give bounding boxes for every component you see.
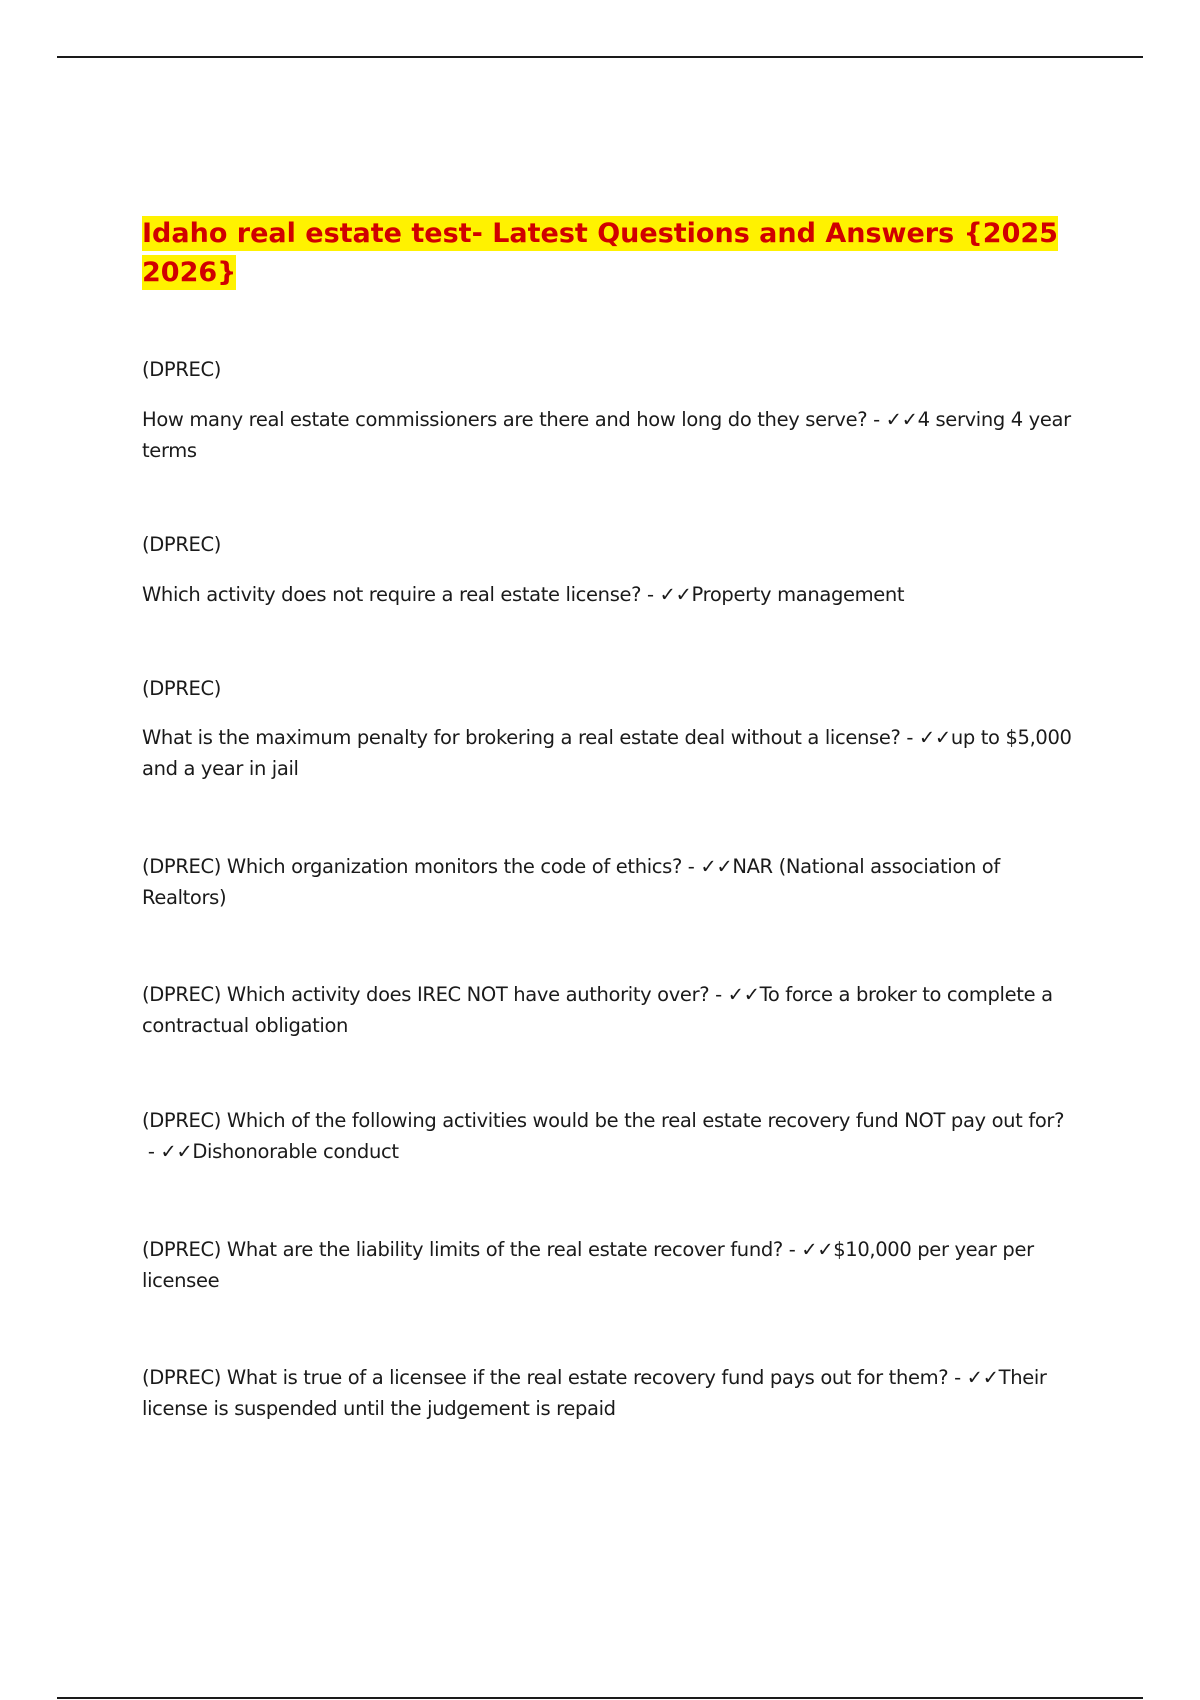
item-4-answer: NAR (National association of Realtors)	[142, 855, 1000, 909]
item-1-check-marks: ✓✓	[885, 408, 918, 431]
item-7-separator: -	[782, 1238, 802, 1261]
item-7-check-marks: ✓✓	[801, 1238, 834, 1261]
item-6-qa	[142, 1105, 1072, 1167]
header-rule	[57, 56, 1143, 58]
item-7-question: What are the liability limits of the real estate recover fund?	[226, 1238, 783, 1261]
item-2-qa	[142, 579, 1072, 610]
item-3-question: What is the maximum penalty for brokering a real estate deal without a license?	[142, 726, 901, 749]
item-5-separator: -	[709, 983, 728, 1006]
item-5-tag: (DPREC)	[142, 983, 222, 1006]
item-1-question: How many real estate commissioners are there and how long do they serve?	[142, 408, 868, 431]
item-4-qa	[142, 851, 1072, 913]
item-1-answer: 4 serving 4 year terms	[142, 408, 1071, 462]
item-3-qa	[142, 722, 1072, 784]
item-5-answer: To force a broker to complete a contractual obligation	[142, 983, 1053, 1037]
item-3-answer: up to $5,000 and a year in jail	[142, 726, 1072, 780]
item-6-check-marks: ✓✓	[160, 1140, 193, 1163]
item-7-qa	[142, 1234, 1072, 1296]
item-3-check-marks: ✓✓	[918, 726, 951, 749]
item-6-separator: -	[142, 1140, 161, 1163]
item-2-answer: Property management	[691, 583, 905, 606]
document-title	[142, 214, 1062, 292]
document-title-highlight: Idaho real estate test- Latest Questions and Answers {2025 2026}	[142, 218, 1058, 288]
item-6-answer: Dishonorable conduct	[192, 1140, 399, 1163]
item-5-qa	[142, 979, 1072, 1041]
item-3-separator: -	[900, 726, 919, 749]
item-4-check-marks: ✓✓	[700, 855, 733, 878]
item-1-separator: -	[867, 408, 886, 431]
item-8-question: What is true of a licensee if the real estate recovery fund pays out for them?	[226, 1366, 949, 1389]
item-2-question: Which activity does not require a real estate license?	[142, 583, 642, 606]
item-7-tag: (DPREC)	[142, 1238, 222, 1261]
item-4-tag: (DPREC)	[142, 855, 222, 878]
item-2-check-marks: ✓✓	[659, 583, 692, 606]
item-5-check-marks: ✓✓	[727, 983, 760, 1006]
item-4-separator: -	[681, 855, 701, 878]
item-8-qa	[142, 1362, 1072, 1424]
item-1-tag: (DPREC)	[142, 358, 222, 381]
item-8-answer: Their license is suspended until the judgement is repaid	[142, 1366, 1047, 1420]
item-8-separator: -	[948, 1366, 967, 1389]
item-8-tag: (DPREC)	[142, 1366, 222, 1389]
item-6-tag: (DPREC)	[142, 1109, 222, 1132]
item-2-tag: (DPREC)	[142, 533, 222, 556]
item-8-check-marks: ✓✓	[966, 1366, 999, 1389]
item-3-tag: (DPREC)	[142, 677, 222, 700]
item-4-question: Which organization monitors the code of ethics?	[226, 855, 682, 878]
item-1-qa	[142, 404, 1072, 466]
footer-rule	[57, 1697, 1143, 1699]
item-6-question: Which of the following activities would be the real estate recovery fund NOT pay out for?	[226, 1109, 1065, 1132]
item-2-separator: -	[641, 583, 660, 606]
item-5-question: Which activity does IREC NOT have authority over?	[226, 983, 710, 1006]
item-7-answer: $10,000 per year per licensee	[142, 1238, 1034, 1292]
